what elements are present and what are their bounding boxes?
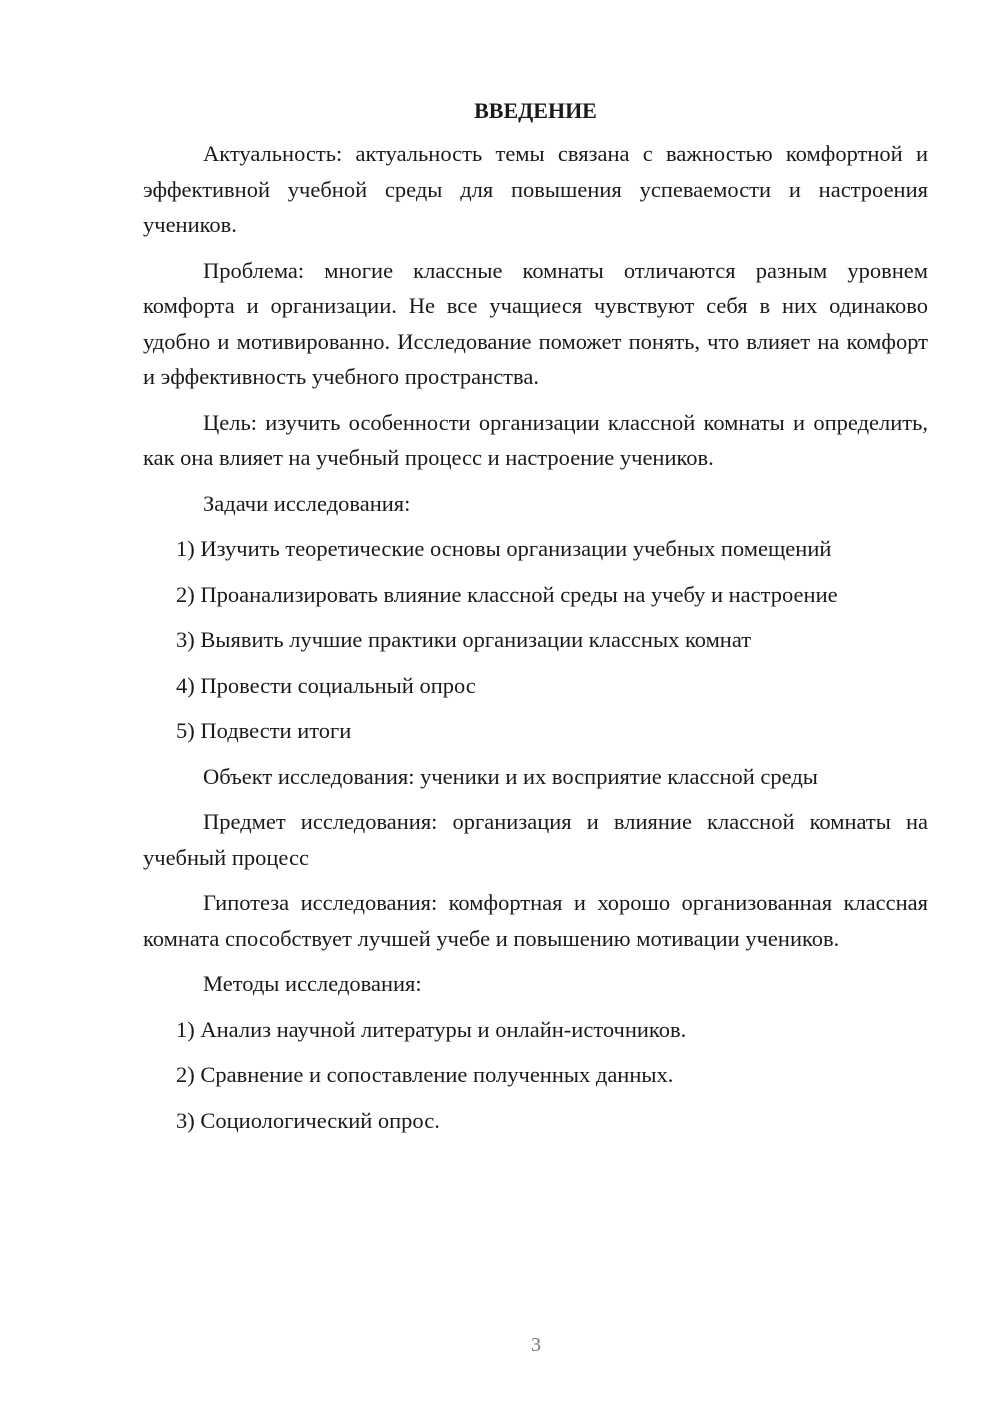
section-heading: ВВЕДЕНИЕ bbox=[474, 98, 597, 123]
methods-list bbox=[143, 1012, 928, 1139]
method-item: 3) Социологический опрос. bbox=[176, 1107, 440, 1133]
goal-paragraph: Цель: изучить особенности организации классной комнаты и определить, как она влияет на учебный процесс и настроение учеников. bbox=[143, 409, 928, 470]
task-item: 5) Подвести итоги bbox=[176, 718, 352, 743]
task-item: 4) Провести социальный опрос bbox=[176, 672, 476, 698]
task-item: 2) Проанализировать влияние классной среды на учебу и настроение bbox=[176, 581, 838, 607]
page-number: 3 bbox=[531, 1334, 541, 1356]
page-content bbox=[143, 96, 928, 1148]
method-item: 2) Сравнение и сопоставление полученных данных. bbox=[176, 1062, 674, 1087]
problem-paragraph: Проблема: многие классные комнаты отличаются разным уровнем комфорта и организации. Не все учащиеся чувствуют себя в них одинаково удобно и мотивированно. Исследование поможет понять, что влияет на комфорт и эффективность учебного пространства. bbox=[143, 257, 928, 389]
method-item: 1) Анализ научной литературы и онлайн-источников. bbox=[176, 1016, 687, 1042]
subject-paragraph: Предмет исследования: организация и влияние классной комнаты на учебный процесс bbox=[143, 809, 928, 870]
task-item: 1) Изучить теоретические основы организации учебных помещений bbox=[176, 536, 832, 561]
tasks-label: Задачи исследования: bbox=[203, 490, 411, 516]
task-item: 3) Выявить лучшие практики организации классных комнат bbox=[176, 627, 752, 652]
methods-label: Методы исследования: bbox=[203, 971, 422, 996]
relevance-paragraph: Актуальность: актуальность темы связана с важностью комфортной и эффективной учебной среды для повышения успеваемости и настроения учеников. bbox=[143, 141, 928, 237]
hypothesis-paragraph: Гипотеза исследования: комфортная и хорошо организованная классная комната способствует лучшей учебе и повышению мотивации учеников. bbox=[143, 890, 928, 951]
tasks-list bbox=[143, 531, 928, 749]
object-paragraph: Объект исследования: ученики и их восприятие классной среды bbox=[203, 763, 818, 789]
